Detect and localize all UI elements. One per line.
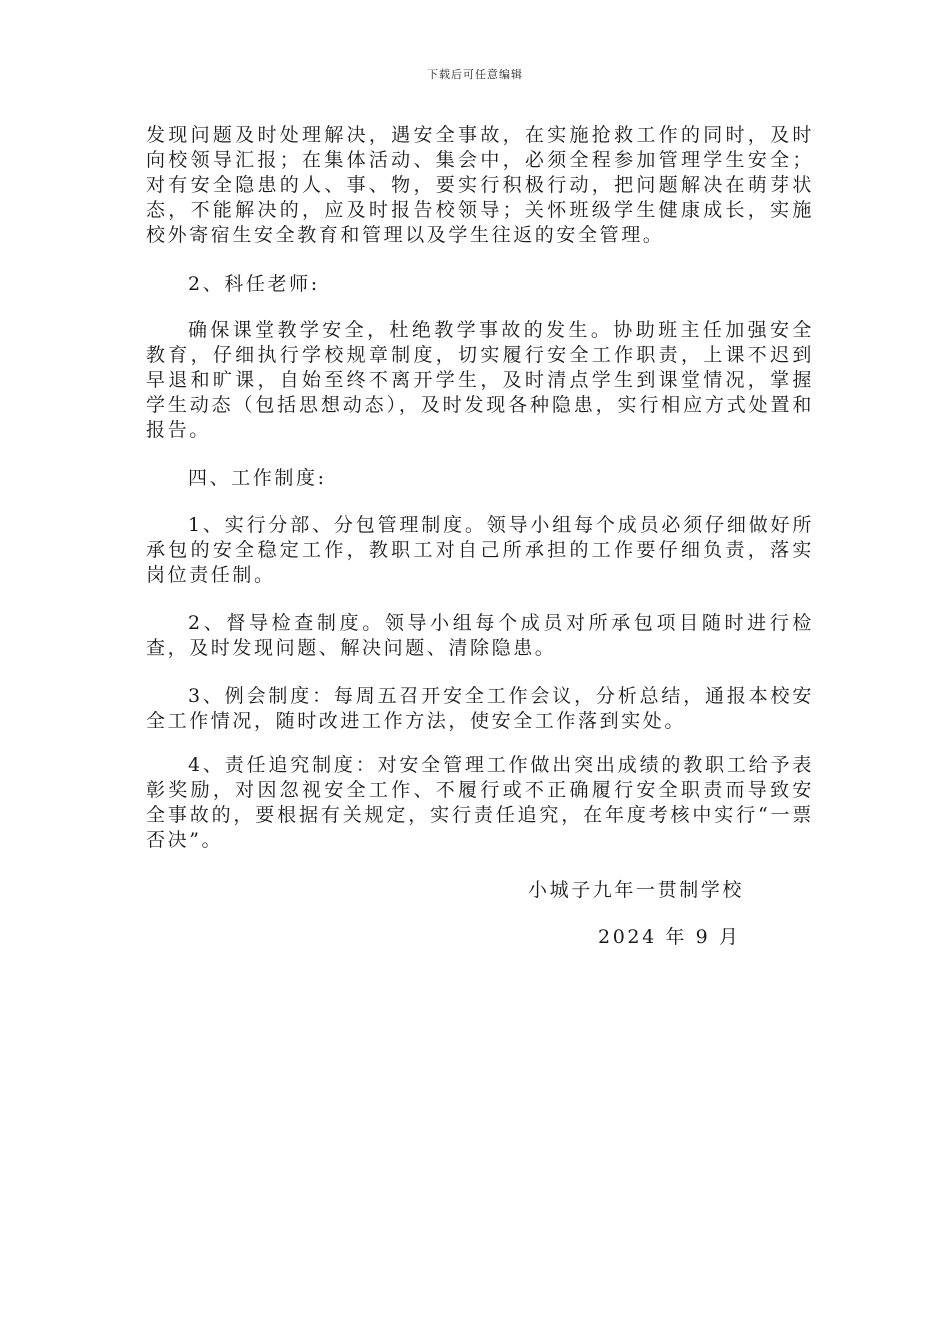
signature-date: 2024 年 9 月: [598, 926, 741, 948]
paragraph-system-1: 1、实行分部、分包管理制度。领导小组每个成员必须仔细做好所承包的安全稳定工作，教职工对自己所承担的工作要仔细负责，落实岗位责任制。: [146, 514, 814, 586]
paragraph-system-3: 3、例会制度：每周五召开安全工作会议，分析总结，通报本校安全工作情况，随时改进工作方法，使安全工作落到实处。: [146, 685, 814, 732]
signature-school: 小城子九年一贯制学校: [528, 879, 745, 901]
heading-subject-teacher: 2、科任老师:: [188, 273, 320, 295]
heading-work-system: 四、工作制度:: [188, 467, 327, 489]
paragraph-system-2: 2、督导检查制度。领导小组每个成员对所承包项目随时进行检查，及时发现问题、解决问题、清除隐患。: [146, 612, 814, 659]
paragraph-system-4: 4、责任追究制度：对安全管理工作做出突出成绩的教职工给予表彰奖励，对因忽视安全工作、不履行或不正确履行安全职责而导致安全事故的，要根据有关规定，实行责任追究，在年度考核中实行“一票否决”。: [146, 754, 814, 851]
paragraph-duty-continued: 发现问题及时处理解决，遇安全事故，在实施抢救工作的同时，及时向校领导汇报；在集体活动、集会中，必须全程参加管理学生安全；对有安全隐患的人、事、物，要实行积极行动，把问题解决在萌芽状态，不能解决的，应及时报告校领导；关怀班级学生健康成长，实施校外寄宿生安全教育和管理以及学生往返的安全管理。: [146, 124, 814, 246]
paragraph-subject-teacher: 确保课堂教学安全，杜绝教学事故的发生。协助班主任加强安全教育，仔细执行学校规章制度，切实履行安全工作职责，上课不迟到早退和旷课，自始至终不离开学生，及时清点学生到课堂情况，掌握学生动态（包括思想动态），及时发现各种隐患，实行相应方式处置和报告。: [146, 319, 814, 441]
header-note: 下载后可任意编辑: [427, 68, 523, 81]
